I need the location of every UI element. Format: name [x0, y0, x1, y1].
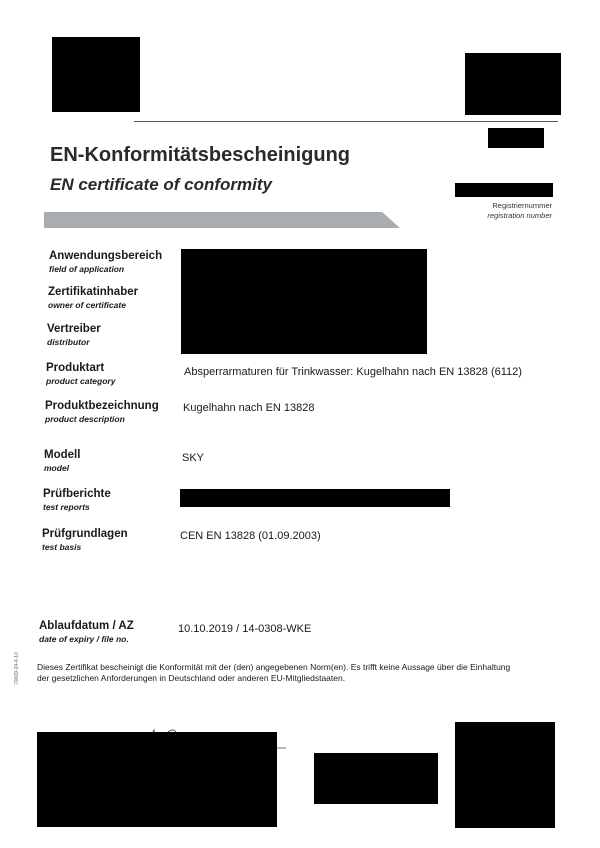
label-distributor-en: distributor — [47, 337, 90, 347]
redacted-logo-left — [52, 37, 140, 112]
label-category-de: Produktart — [46, 362, 105, 374]
label-model-de: Modell — [44, 449, 81, 461]
header-rule — [134, 121, 558, 122]
value-expiry: 10.10.2019 / 14-0308-WKE — [178, 623, 312, 635]
label-basis-de: Prüfgrundlagen — [42, 528, 128, 540]
redacted-owner-block — [181, 249, 427, 354]
label-description-de: Produktbezeichnung — [45, 400, 159, 412]
label-description-en: product description — [45, 414, 125, 424]
registration-label-de: Registriernummer — [492, 201, 552, 210]
redacted-seal-right — [455, 722, 555, 828]
redacted-logo-right — [465, 53, 561, 115]
registration-label-en: registration number — [487, 211, 552, 220]
label-application-en: field of application — [49, 264, 125, 274]
label-expiry-de: Ablaufdatum / AZ — [39, 620, 134, 632]
redacted-test-reports — [180, 489, 450, 507]
label-application-de: Anwendungsbereich — [49, 250, 163, 262]
header-banner — [44, 212, 400, 228]
document-title-en: EN certificate of conformity — [50, 175, 272, 194]
redacted-stamp-small — [488, 128, 544, 148]
redacted-signature-left — [37, 732, 277, 827]
side-reference-code: 70009-24-4-10 — [14, 652, 20, 685]
label-reports-en: test reports — [43, 502, 90, 512]
value-basis: CEN EN 13828 (01.09.2003) — [180, 530, 321, 542]
label-basis-en: test basis — [42, 542, 82, 552]
label-reports-de: Prüfberichte — [43, 488, 111, 500]
value-category: Absperrarmaturen für Trinkwasser: Kugelhahn nach EN 13828 (6112) — [184, 366, 522, 378]
disclaimer-note: Dieses Zertifikat bescheinigt die Konformität mit der (den) angegebenen Norm(en). Es trifft keine Aussage über die Einhaltung der gesetzlichen Anforderungen in Deutschland oder anderen EU-Mitgliedstaaten. — [37, 662, 511, 683]
redacted-registration-number — [455, 183, 553, 197]
label-distributor-de: Vertreiber — [47, 323, 101, 335]
document-title-de: EN-Konformitätsbescheinigung — [50, 144, 351, 166]
label-category-en: product category — [46, 376, 116, 386]
label-expiry-en: date of expiry / file no. — [39, 634, 129, 644]
value-description: Kugelhahn nach EN 13828 — [183, 402, 315, 414]
label-owner-de: Zertifikatinhaber — [48, 286, 139, 298]
label-model-en: model — [44, 463, 70, 473]
redacted-signature-middle — [314, 753, 438, 804]
value-model: SKY — [182, 452, 205, 464]
label-owner-en: owner of certificate — [48, 300, 126, 310]
